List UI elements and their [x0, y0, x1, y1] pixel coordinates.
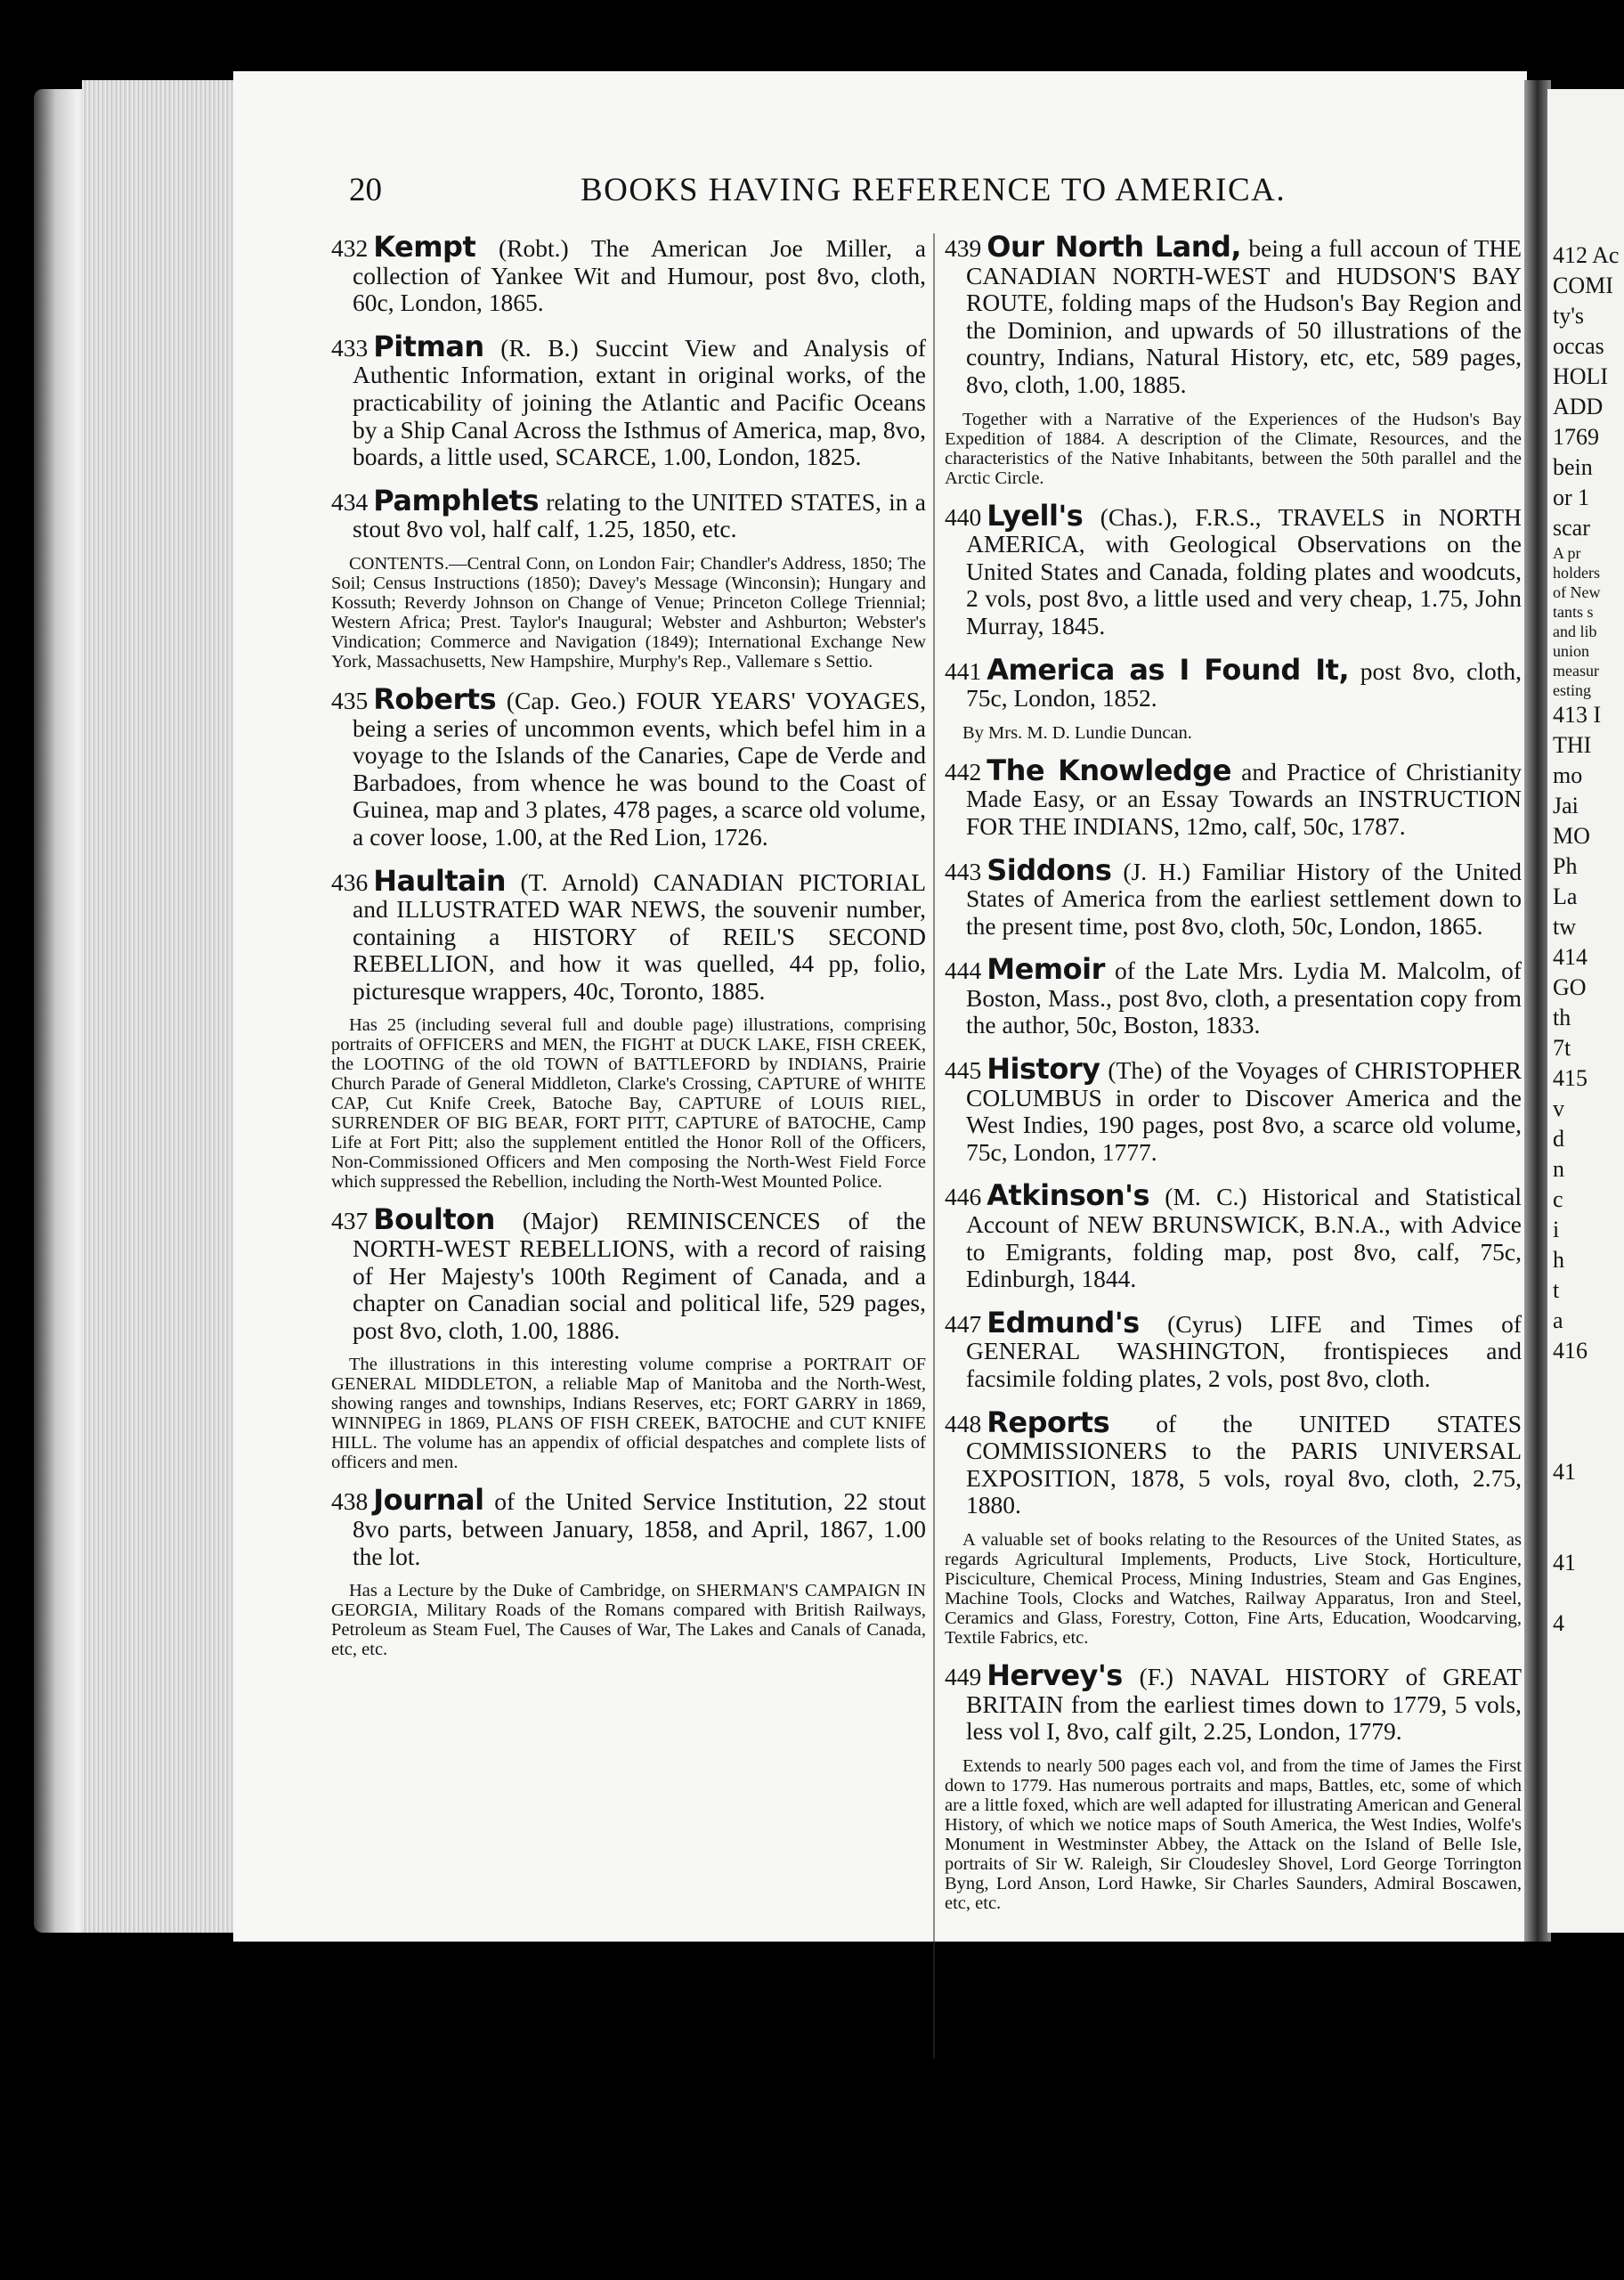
facing-page-line: 414 — [1553, 944, 1587, 970]
facing-page-line: HOLI — [1553, 363, 1609, 389]
facing-page-line: 412 Ac — [1553, 242, 1620, 268]
entry-heading: Atkinson's — [987, 1178, 1149, 1213]
catalog-entry — [945, 498, 1522, 640]
facing-page-line: n — [1553, 1156, 1564, 1182]
facing-page-line — [1547, 1366, 1624, 1396]
facing-page-line: holders — [1553, 564, 1600, 582]
entry-heading: America as I Found It, — [987, 652, 1350, 687]
entry-number: 440 — [945, 502, 982, 531]
entry-heading: Haultain — [373, 863, 507, 898]
entry-number: 436 — [331, 867, 369, 896]
entry-heading: Kempt — [373, 230, 476, 264]
entry-text: (R. B.) Succint View and Analysis of Authentic Information, extant in original works, of the practicability of joining the Atlantic and Pacific Oceans by a Ship Canal Across the Isthmus of America, map, 8vo, boards, a little used, SCARCE, 1.00, London, 1825. — [353, 333, 926, 471]
entry-number: 432 — [331, 234, 369, 262]
entry-number: 445 — [945, 1056, 982, 1085]
entry-note: By Mrs. M. D. Lundie Duncan. — [962, 722, 1192, 743]
entry-heading: Pitman — [373, 329, 484, 363]
facing-page-line: esting — [1553, 681, 1591, 699]
catalog-entry — [945, 852, 1522, 940]
facing-page-line: tants s — [1553, 603, 1594, 621]
catalog-entry — [331, 863, 926, 1006]
facing-page-line: COMI — [1553, 273, 1613, 298]
catalog-entry — [331, 230, 926, 317]
entry-heading: Journal — [373, 1483, 484, 1518]
entry-text: (Cyrus) LIFE and Times of GENERAL WASHINGTON, frontispieces and facsimile folding plates, 2 vols, post 8vo, cloth. — [966, 1309, 1522, 1392]
facing-page-line: La — [1553, 884, 1578, 909]
facing-page-line: or 1 — [1553, 484, 1590, 510]
catalog-entry — [945, 652, 1522, 712]
facing-page-line — [1547, 1396, 1624, 1427]
catalog-entry — [331, 1483, 926, 1570]
facing-page-line — [1547, 1518, 1624, 1548]
facing-page-line: 7t — [1553, 1035, 1571, 1061]
entry-number: 439 — [945, 234, 982, 262]
entry-text: relating to the UNITED STATES, in a stout 8vo vol, half calf, 1.25, 1850, etc. — [353, 487, 926, 543]
facing-page-line — [1547, 1427, 1624, 1457]
facing-page-line: th — [1553, 1005, 1571, 1030]
catalog-entry — [331, 483, 926, 543]
entry-number: 443 — [945, 857, 982, 885]
page-number: 20 — [349, 172, 382, 208]
entry-note: Has 25 (including several full and double page) illustrations, comprising portraits of OFFICERS and MEN, the FIGHT at DUCK LAKE, FISH CREEK, the LOOTING of the old TOWN of BATTLEFORD by INDIANS, Prairie Church Parade of General Middleton, Clarke's Crossing, CAPTURE of WHITE CAP, Cut Knife Creek, Batoche Bay, CAPTURE of LOUIS RIEL, SURRENDER OF BIG BEAR, FORT PITT, CAPTURE of BATOCHE, Camp Life at Fort Pitt; also the supplement entitled the Honor Roll of the Officers, Non-Commissioned Officers and Men composing the North-West Field Force which suppressed the Rebellion, including the North-West Mounted Police. — [331, 1015, 926, 1193]
entry-heading: Siddons — [987, 852, 1112, 887]
facing-page-line: t — [1553, 1277, 1560, 1303]
entry-heading: Reports — [987, 1405, 1110, 1439]
facing-page-line: tw — [1553, 914, 1576, 940]
catalog-entry — [331, 329, 926, 471]
entry-text: (The) of the Voyages of CHRISTOPHER COLUMBUS in order to Discover America and the West Indies, 190 pages, post 8vo, a scarce old volume, 75c, London, 1777. — [966, 1056, 1522, 1166]
facing-page-line — [1547, 1487, 1624, 1518]
facing-page-line: of New — [1553, 583, 1601, 601]
right-column — [945, 230, 1522, 1927]
catalog-entry — [945, 1305, 1522, 1393]
entry-text: (J. H.) Familiar History of the United States of America from the earliest settlement down to the present time, post 8vo, cloth, 50c, London, 1865. — [966, 857, 1522, 940]
entry-text: of the United Service Institution, 22 stout 8vo parts, between January, 1858, and April, 1867, 1.00 the lot. — [353, 1487, 926, 1570]
facing-page-line: scar — [1553, 515, 1590, 541]
entry-number: 438 — [331, 1487, 369, 1516]
entry-text: (T. Arnold) CANADIAN PICTORIAL and ILLUSTRATED WAR NEWS, the souvenir number, containing a HISTORY of REIL'S SECOND REBELLION, and how it was quelled, 44 pp, folio, picturesque wrappers, 40c, Toronto, 1885. — [353, 867, 926, 1005]
entry-number: 434 — [331, 487, 369, 516]
entry-note: Together with a Narrative of the Experiences of the Hudson's Bay Expedition of 1884. A description of the Climate, Resources, and the characteristics of the Native Inhabitants, between the 50th parallel and the Arctic Circle. — [945, 409, 1522, 488]
entry-text: (F.) NAVAL HISTORY of GREAT BRITAIN from the earliest times down to 1779, 5 vols, less vol I, 8vo, calf gilt, 2.25, London, 1779. — [966, 1662, 1522, 1746]
facing-page-line: d — [1553, 1126, 1564, 1152]
entry-heading: Hervey's — [987, 1657, 1123, 1692]
entry-text: of the Late Mrs. Lydia M. Malcolm, of Boston, Mass., post 8vo, cloth, a presentation copy from the author, 50c, Boston, 1833. — [966, 957, 1522, 1039]
facing-page-line: Ph — [1553, 853, 1578, 879]
entry-heading: Edmund's — [987, 1305, 1140, 1340]
facing-page-line: h — [1553, 1247, 1564, 1273]
facing-page-line: occas — [1553, 333, 1604, 359]
entry-heading: Lyell's — [987, 498, 1084, 533]
facing-page-line: Jai — [1553, 793, 1579, 818]
entry-number: 446 — [945, 1183, 982, 1211]
left-column — [331, 230, 926, 1673]
entry-heading: History — [987, 1052, 1100, 1087]
facing-page-line: bein — [1553, 454, 1593, 480]
entry-text: (Cap. Geo.) FOUR YEARS' VOYAGES, being a series of uncommon events, which befel him in a voyage to the Islands of the Canaries, Cape de Verde and Barbadoes, from whence he was bound to the Coast of Guinea, map and 3 plates, 478 pages, a scarce old volume, a cover loose, 1.00, at the Red Lion, 1726. — [353, 686, 926, 851]
entry-number: 447 — [945, 1309, 982, 1338]
column-divider — [933, 233, 935, 2059]
facing-page-line: c — [1553, 1186, 1563, 1212]
entry-text: post 8vo, cloth, 75c, London, 1852. — [966, 656, 1522, 712]
entry-note: CONTENTS.—Central Conn, on London Fair; Chandler's Address, 1850; The Soil; Census Instructions (1850); Davey's Message (Winconsin); Hungary and Kossuth; Reverdy Johnson on Change of Venue; Princeton College Triennial; Western Africa; Prest. Taylor's Inaugural; Webster and Ashburton; Webster's Vindication; Commerce and Navigation (1849); International Exchange New York, Massachusetts, New Hampshire, Murphy's Rep., Vallemare s Settio. — [331, 553, 926, 672]
entry-text: (Chas.), F.R.S., TRAVELS in NORTH AMERICA, with Geological Observations on the United States and Canada, folding plates and woodcuts, 2 vols, post 8vo, a little used and very cheap, 1.75, John Murray, 1845. — [966, 502, 1522, 639]
entry-number: 449 — [945, 1662, 982, 1690]
catalog-entry — [945, 1052, 1522, 1166]
facing-page-line: 413 I — [1553, 702, 1602, 728]
facing-page-line: and lib — [1553, 623, 1597, 640]
entry-number: 433 — [331, 333, 369, 362]
entry-text: (Major) REMINISCENCES of the NORTH-WEST REBELLIONS, with a record of raising of Her Majesty's 100th Regiment of Canada, and a chapter on Canadian social and political life, 529 pages, post 8vo, cloth, 1.00, 1886. — [353, 1207, 926, 1344]
facing-page-line: ADD — [1553, 394, 1604, 419]
facing-page-line: i — [1553, 1217, 1560, 1242]
facing-page-line: A pr — [1553, 544, 1581, 562]
entry-number: 448 — [945, 1409, 982, 1437]
catalog-entry — [331, 681, 926, 851]
catalog-entry — [945, 1405, 1522, 1519]
catalog-entry — [945, 1178, 1522, 1293]
entry-note: The illustrations in this interesting volume comprise a PORTRAIT OF GENERAL MIDDLETON, a reliable Map of Manitoba and the North-West, showing ranges and townships, Indians Reserves, etc; FORT GARRY in 1869, WINNIPEG in 1869, PLANS OF FISH CREEK, BATOCHE and CUT KNIFE HILL. The volume has an appendix of official despatches and complete lists of officers and men. — [331, 1355, 926, 1473]
entry-note: Has a Lecture by the Duke of Cambridge, on SHERMAN'S CAMPAIGN IN GEORGIA, Military Roads of the Romans compared with British Railways, Petroleum as Steam Fuel, The Causes of War, The Lakes and Canals of Canada, etc, etc. — [331, 1581, 926, 1660]
facing-page-line: a — [1553, 1307, 1563, 1333]
entry-number: 437 — [331, 1207, 369, 1235]
facing-page-line: 415 — [1553, 1065, 1587, 1091]
entry-heading: Roberts — [373, 681, 497, 716]
entry-text: (M. C.) Historical and Statistical Account of NEW BRUNSWICK, B.N.A., with Advice to Emigrants, folding map, post 8vo, calf, 75c, Edinburgh, 1844. — [966, 1183, 1522, 1293]
catalog-entry — [945, 753, 1522, 841]
facing-page-line: 416 — [1553, 1338, 1587, 1364]
entry-number: 435 — [331, 686, 369, 714]
facing-page-line: 1769 — [1553, 424, 1599, 450]
entry-number: 441 — [945, 656, 982, 685]
facing-page-line: union — [1553, 642, 1590, 660]
facing-page-fragment — [1547, 89, 1624, 1933]
entry-text: being a full accoun of THE CANADIAN NORTH-WEST and HUDSON'S BAY ROUTE, folding maps of the Hudson's Bay Region and the Dominion, and upwards of 50 illustrations of the country, Indians, Natural History, etc, etc, 589 pages, 8vo, cloth, 1.00, 1885. — [966, 234, 1522, 398]
facing-page-line: GO — [1553, 974, 1587, 1000]
page-header — [349, 171, 1302, 217]
entry-text: (Robt.) The American Joe Miller, a collection of Yankee Wit and Humour, post 8vo, cloth, 60c, London, 1865. — [353, 234, 926, 317]
facing-page-line: 41 — [1553, 1459, 1576, 1485]
entry-heading: Pamphlets — [373, 483, 539, 517]
facing-page-line: ty's — [1553, 303, 1585, 329]
facing-page-line: THI — [1553, 732, 1592, 758]
facing-page-line — [1547, 1578, 1624, 1608]
facing-page-line: v — [1553, 1095, 1564, 1121]
entry-note: Extends to nearly 500 pages each vol, and from the time of James the First down to 1779. Has numerous portraits and maps, Battles, etc, some of which are a little foxed, which are well adapted for illustrating American and General History, of which we notice maps of South America, the West Indies, Wolfe's Monument in Westminster Abbey, the Attack on the Island of Belle Isle, portraits of Sir W. Raleigh, Sir Cloudesley Shovel, Lord George Torrington Byng, Lord Anson, Lord Hawke, Sir Charles Saunders, Admiral Boscawen, etc, etc. — [945, 1755, 1522, 1913]
catalog-entry — [331, 1202, 926, 1344]
facing-page-line: measur — [1553, 662, 1599, 680]
facing-page-line: 41 — [1553, 1550, 1576, 1576]
entry-heading: Our North Land, — [987, 230, 1242, 264]
catalog-entry — [945, 952, 1522, 1039]
facing-page-line: 4 — [1553, 1610, 1564, 1636]
facing-page-line: mo — [1553, 762, 1583, 788]
entry-heading: Memoir — [987, 952, 1105, 987]
entry-heading: The Knowledge — [987, 753, 1231, 787]
catalog-entry — [945, 1657, 1522, 1746]
entry-text: of the UNITED STATES COMMISSIONERS to the PARIS UNIVERSAL EXPOSITION, 1878, 5 vols, royal 8vo, cloth, 2.75, 1880. — [966, 1409, 1522, 1519]
entry-number: 442 — [945, 757, 982, 786]
entry-heading: Boulton — [373, 1202, 495, 1237]
entry-note: A valuable set of books relating to the Resources of the United States, as regards Agricultural Implements, Products, Live Stock, Horticulture, Pisciculture, Chemical Process, Mining Industries, Steam and Gas Engines, Machine Tools, Clocks and Watches, Railway Apparatus, Iron and Steel, Ceramics and Glass, Forestry, Cotton, Fine Arts, Education, Woodcarving, Textile Fabrics, etc. — [945, 1529, 1522, 1648]
running-title: BOOKS HAVING REFERENCE TO AMERICA. — [581, 172, 1287, 208]
facing-page-line: MO — [1553, 823, 1590, 849]
entry-text: and Practice of Christianity Made Easy, or an Essay Towards an INSTRUCTION FOR THE INDIANS, 12mo, calf, 50c, 1787. — [966, 757, 1522, 840]
page-edges — [82, 80, 233, 1933]
catalog-entry — [945, 230, 1522, 399]
entry-number: 444 — [945, 957, 982, 985]
